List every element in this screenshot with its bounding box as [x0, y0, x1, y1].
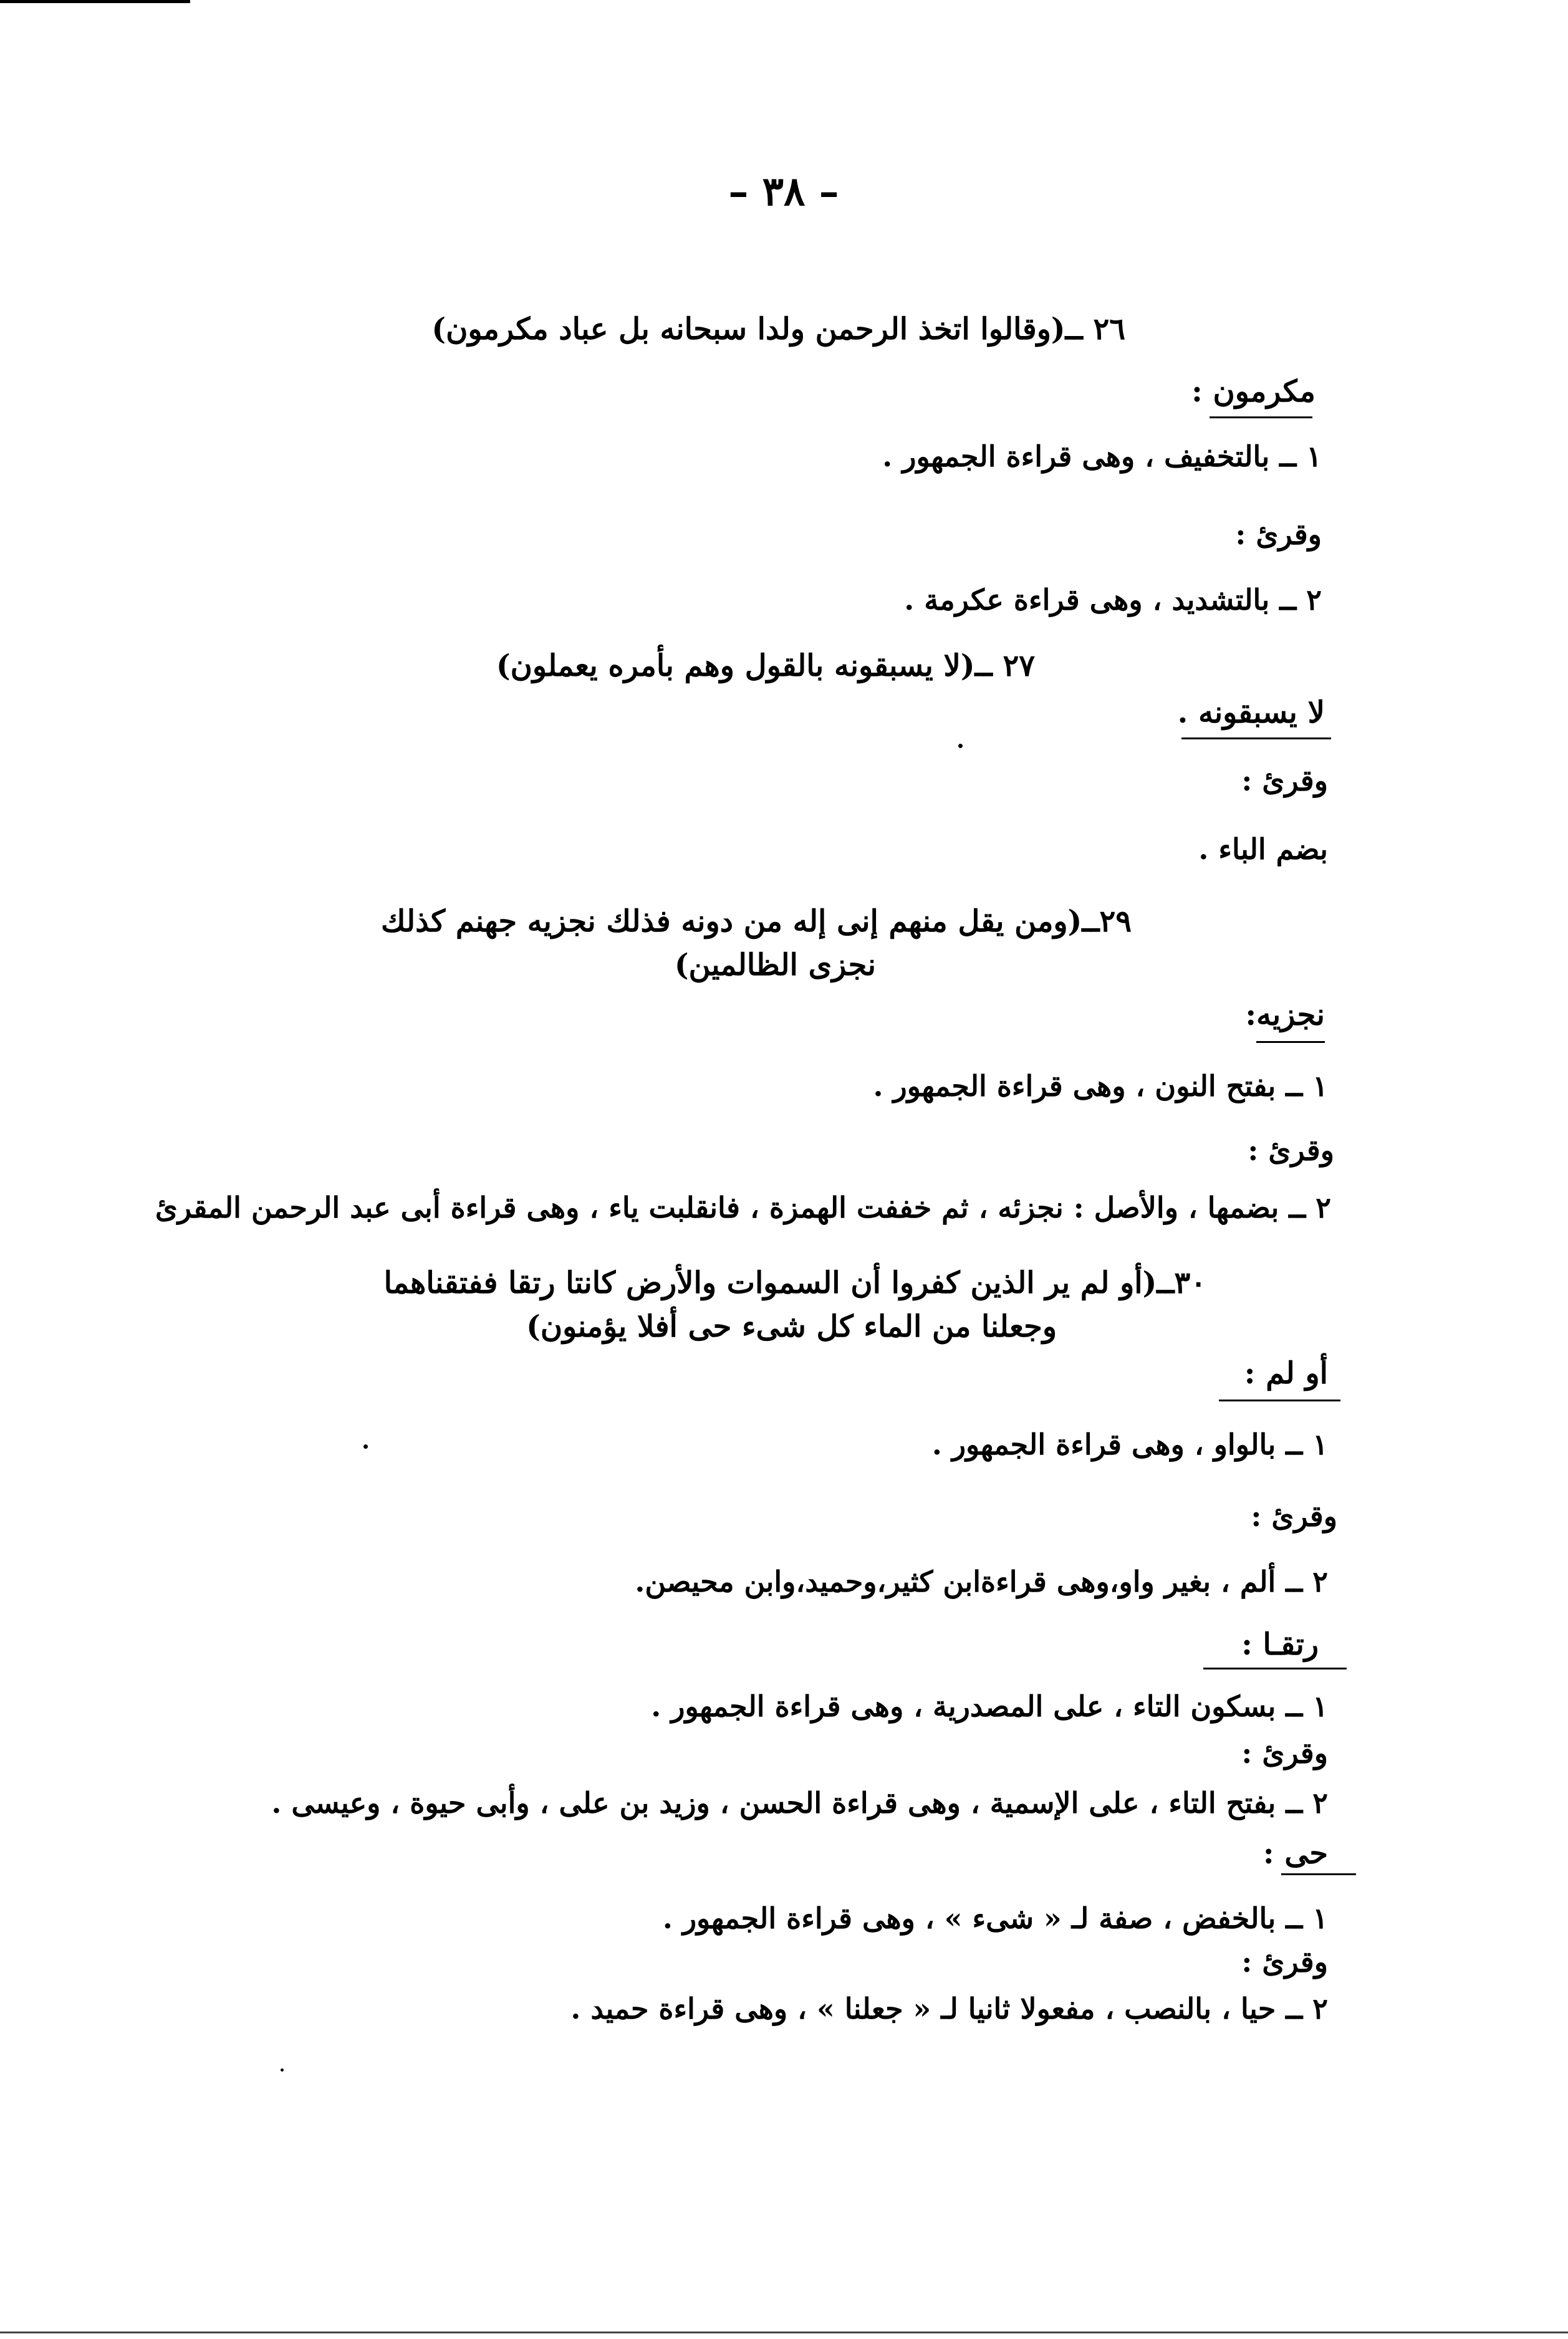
page-number: – ٣٨ –: [728, 168, 839, 215]
scan-edge-line: [0, 0, 190, 3]
variant-label: وقرئ :: [1241, 1736, 1328, 1770]
variant-label: وقرئ :: [1235, 517, 1322, 551]
underline-rule: [1203, 1668, 1347, 1669]
speck: [363, 1444, 368, 1449]
scan-bottom-edge: [0, 2332, 1568, 2333]
variant-label: وقرئ :: [1241, 764, 1328, 797]
reading-line: ٢ ــ ألم ، بغير واو،وهى قراءةابن كثير،وحميد،وابن محيصن.: [635, 1565, 1328, 1598]
verse-29-line-2: نجزى الظالمين): [674, 948, 876, 982]
heading-awalam: أو لم :: [1244, 1356, 1328, 1391]
underline-rule: [1210, 416, 1312, 418]
reading-line: ٢ ــ بفتح التاء ، على الإسمية ، وهى قراءة الحسن ، وزيد بن على ، وأبى حيوة ، وعيسى .: [271, 1786, 1328, 1820]
verse-26: ٢٦ ــ(وقالوا اتخذ الرحمن ولدا سبحانه بل عباد مكرمون): [431, 312, 1125, 347]
reading-line: ١ ــ بالخفض ، صفة لـ « شىء » ، وهى قراءة الجمهور .: [662, 1901, 1328, 1935]
heading-hayy: حى :: [1263, 1836, 1328, 1871]
heading-najzihi: نجزيه:: [1245, 997, 1325, 1032]
underline-rule: [1181, 737, 1331, 739]
heading-mukramun: مكرمون :: [1191, 374, 1315, 409]
reading-line: ١ ــ بالواو ، وهى قراءة الجمهور .: [931, 1428, 1328, 1461]
underline-rule: [1281, 1873, 1356, 1875]
speck: [958, 744, 963, 748]
heading-la-yasbiqunahu: لا يسبقونه .: [1177, 695, 1325, 730]
reading-line: بضم الباء .: [1198, 832, 1328, 866]
reading-line: ٢ ــ بالتشديد ، وهى قراءة عكرمة .: [904, 583, 1322, 617]
reading-line: ١ ــ بفتح النون ، وهى قراءة الجمهور .: [873, 1069, 1328, 1103]
variant-label: وقرئ :: [1248, 1133, 1334, 1167]
underline-rule: [1219, 1400, 1340, 1401]
verse-29-line-1: ٢٩ــ(ومن يقل منهم إنى إله من دونه فذلك نجزيه جهنم كذلك: [381, 904, 1132, 939]
variant-label: وقرئ :: [1241, 1945, 1328, 1979]
verse-27: ٢٧ ــ(لا يسبقونه بالقول وهم بأمره يعملون): [496, 648, 1035, 683]
reading-line: ١ ــ بالتخفيف ، وهى قراءة الجمهور .: [882, 439, 1322, 473]
reading-line: ١ ــ بسكون التاء ، على المصدرية ، وهى قراءة الجمهور .: [651, 1689, 1328, 1723]
reading-line: ٢ ــ حيا ، بالنصب ، مفعولا ثانيا لـ « جعلنا » ، وهى قراءة حميد .: [570, 1992, 1328, 2025]
heading-ratqan: رتقـا :: [1241, 1627, 1319, 1662]
verse-30-line-2: وجعلنا من الماء كل شىء حى أفلا يؤمنون): [526, 1309, 1057, 1344]
reading-line: ٢ ــ بضمها ، والأصل : نجزئه ، ثم خففت الهمزة ، فانقلبت ياء ، وهى قراءة أبى عبد الرحمن المقرئ: [155, 1191, 1331, 1224]
verse-30-line-1: ٣٠ــ(أو لم ير الذين كفروا أن السموات والأرض كانتا رتقا ففتقناهما: [383, 1266, 1206, 1300]
underline-rule: [1256, 1041, 1325, 1043]
speck: [281, 2068, 284, 2072]
variant-label: وقرئ :: [1251, 1499, 1337, 1533]
